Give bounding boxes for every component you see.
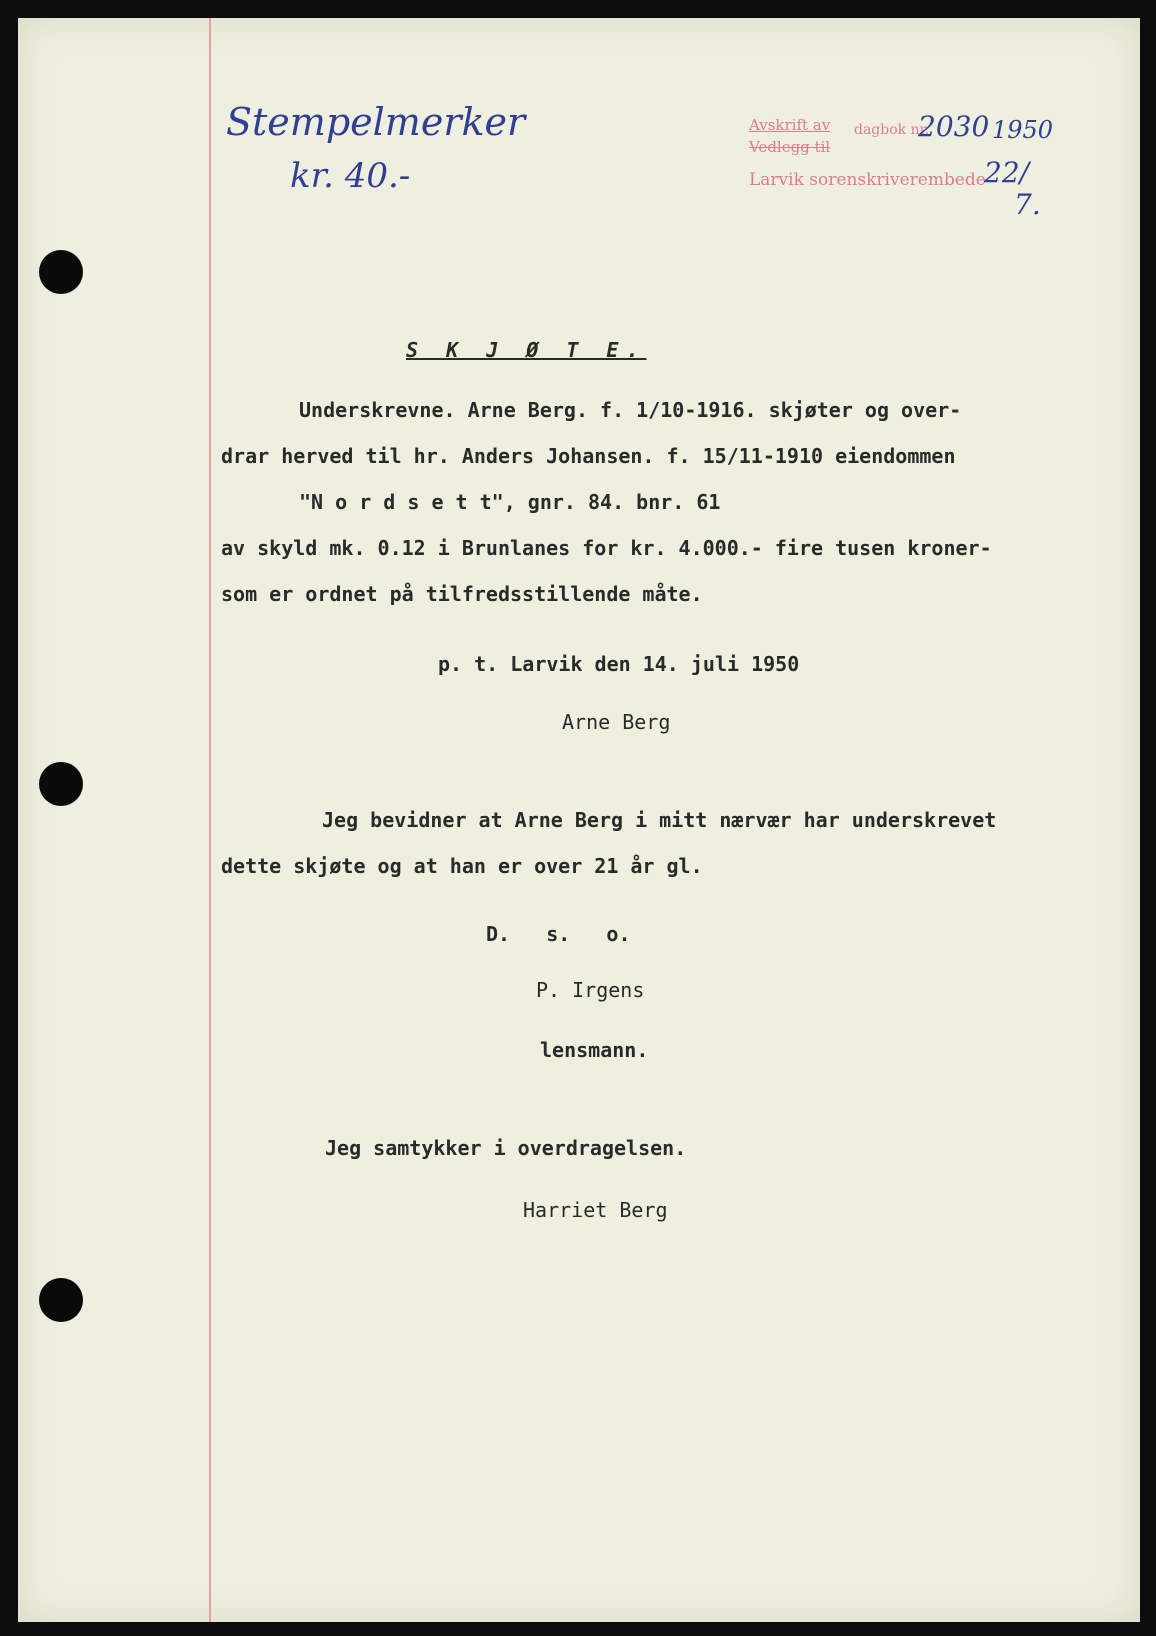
document-page bbox=[18, 18, 1140, 1622]
body-line-5: som er ordnet på tilfredsstillende måte. bbox=[221, 582, 703, 606]
stamp-date-day: 22/ bbox=[984, 156, 1030, 189]
stamp-copy-of: Avskrift av bbox=[749, 116, 831, 134]
seller-signature: Arne Berg bbox=[562, 710, 671, 734]
stamp-office: Larvik sorenskriverembede bbox=[749, 170, 986, 190]
stamp-attachment: Vedlegg til bbox=[749, 138, 831, 156]
stamp-year: 1950 bbox=[992, 116, 1054, 144]
punch-hole-bottom bbox=[39, 1278, 83, 1322]
witness-name: P. Irgens bbox=[536, 978, 645, 1002]
document-title: S K J Ø T E. bbox=[406, 338, 647, 362]
punch-hole-middle bbox=[39, 762, 83, 806]
witness-line-1: Jeg bevidner at Arne Berg i mitt nærvær har underskrevet bbox=[322, 808, 997, 832]
body-line-2: drar herved til hr. Anders Johansen. f. 15/11-1910 eiendommen bbox=[221, 444, 956, 468]
punch-hole-top bbox=[39, 250, 83, 294]
body-line-3: "N o r d s e t t", gnr. 84. bnr. 61 bbox=[299, 490, 721, 514]
witness-line-2: dette skjøte og at han er over 21 år gl. bbox=[221, 854, 703, 878]
place-date: p. t. Larvik den 14. juli 1950 bbox=[438, 652, 800, 676]
margin-line bbox=[209, 18, 211, 1622]
stamp-diary-label: dagbok nr. bbox=[854, 122, 930, 138]
handwritten-fee-label: Stempelmerker bbox=[226, 100, 526, 144]
witness-title: lensmann. bbox=[540, 1038, 649, 1062]
body-line-4: av skyld mk. 0.12 i Brunlanes for kr. 4.000.- fire tusen kroner- bbox=[221, 536, 992, 560]
handwritten-fee-amount: kr. 40.- bbox=[290, 156, 411, 196]
stamp-diary-number: 2030 bbox=[918, 110, 990, 143]
consent-signature: Harriet Berg bbox=[523, 1198, 668, 1222]
body-line-1: Underskrevne. Arne Berg. f. 1/10-1916. skjøter og over- bbox=[299, 398, 962, 422]
consent-line: Jeg samtykker i overdragelsen. bbox=[325, 1136, 687, 1160]
dso-mark: D. s. o. bbox=[486, 922, 631, 946]
stamp-date-month: 7. bbox=[1014, 188, 1041, 221]
